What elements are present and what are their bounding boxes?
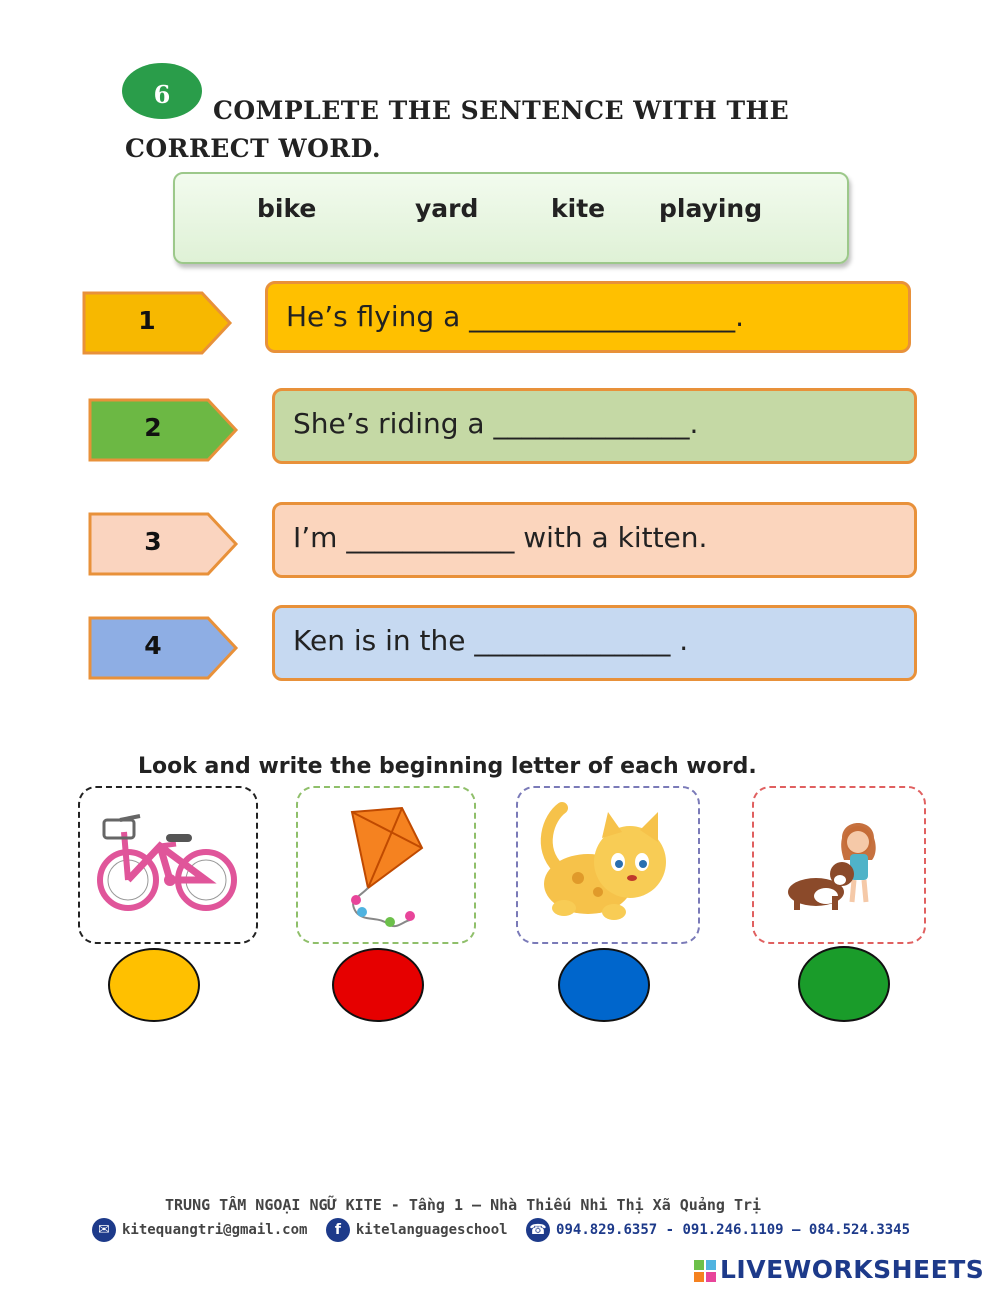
sentence-box-1[interactable]: He’s flying a ___________________.: [265, 281, 911, 353]
word-bank-item: bike: [257, 194, 317, 223]
sentence-number: 4: [144, 631, 162, 660]
picture-card-3: [516, 786, 700, 944]
number-arrow-3: [88, 512, 238, 574]
phone-icon: ☎: [526, 1218, 550, 1242]
footer-center-name: TRUNG TÂM NGOẠI NGỮ KITE - Tầng 1 – Nhà Thiếu Nhi Thị Xã Quảng Trị: [165, 1196, 762, 1214]
number-arrow-2: [88, 398, 238, 460]
sentence-number: 1: [138, 306, 156, 335]
sentence-number: 2: [144, 413, 162, 442]
exercise-number-badge: 6: [122, 63, 202, 119]
kitten-icon: [518, 788, 698, 942]
sentence-number: 3: [144, 527, 162, 556]
sentence-box-3[interactable]: I’m ____________ with a kitten.: [272, 502, 917, 578]
answer-oval-4[interactable]: [798, 946, 890, 1022]
footer-facebook[interactable]: kitelanguageschool: [355, 1222, 508, 1238]
bicycle-icon: [80, 788, 256, 942]
liveworksheets-logo-icon: [694, 1260, 716, 1282]
liveworksheets-brand[interactable]: [694, 1255, 984, 1284]
picture-card-1: [78, 786, 258, 944]
footer-contacts: [92, 1218, 972, 1248]
word-bank: [173, 172, 849, 264]
number-arrow-1: [82, 291, 232, 353]
brand-label: LIVEWORKSHEETS: [720, 1255, 985, 1284]
word-bank-item: playing: [659, 194, 763, 223]
word-bank-item: kite: [551, 194, 606, 223]
answer-oval-2[interactable]: [332, 948, 424, 1022]
sentence-box-2[interactable]: She’s riding a ______________.: [272, 388, 917, 464]
section-instruction: Look and write the beginning letter of each word.: [138, 754, 757, 779]
exercise-title: COMPLETE THE SENTENCE WITH THE CORRECT WORD.: [125, 96, 790, 163]
footer-email[interactable]: kitequangtri@gmail.com: [122, 1222, 308, 1238]
email-icon: ✉: [92, 1218, 116, 1242]
answer-oval-1[interactable]: [108, 948, 200, 1022]
picture-card-4: [752, 786, 926, 944]
facebook-icon: f: [326, 1218, 350, 1242]
kite-icon: [298, 788, 474, 942]
word-bank-item: yard: [415, 194, 479, 223]
footer-phones: 094.829.6357 - 091.246.1109 – 084.524.3345: [556, 1222, 911, 1238]
sentence-box-4[interactable]: Ken is in the ______________ .: [272, 605, 917, 681]
picture-card-2: [296, 786, 476, 944]
number-arrow-4: [88, 616, 238, 678]
answer-oval-3[interactable]: [558, 948, 650, 1022]
girl-with-dog-icon: [754, 788, 924, 942]
